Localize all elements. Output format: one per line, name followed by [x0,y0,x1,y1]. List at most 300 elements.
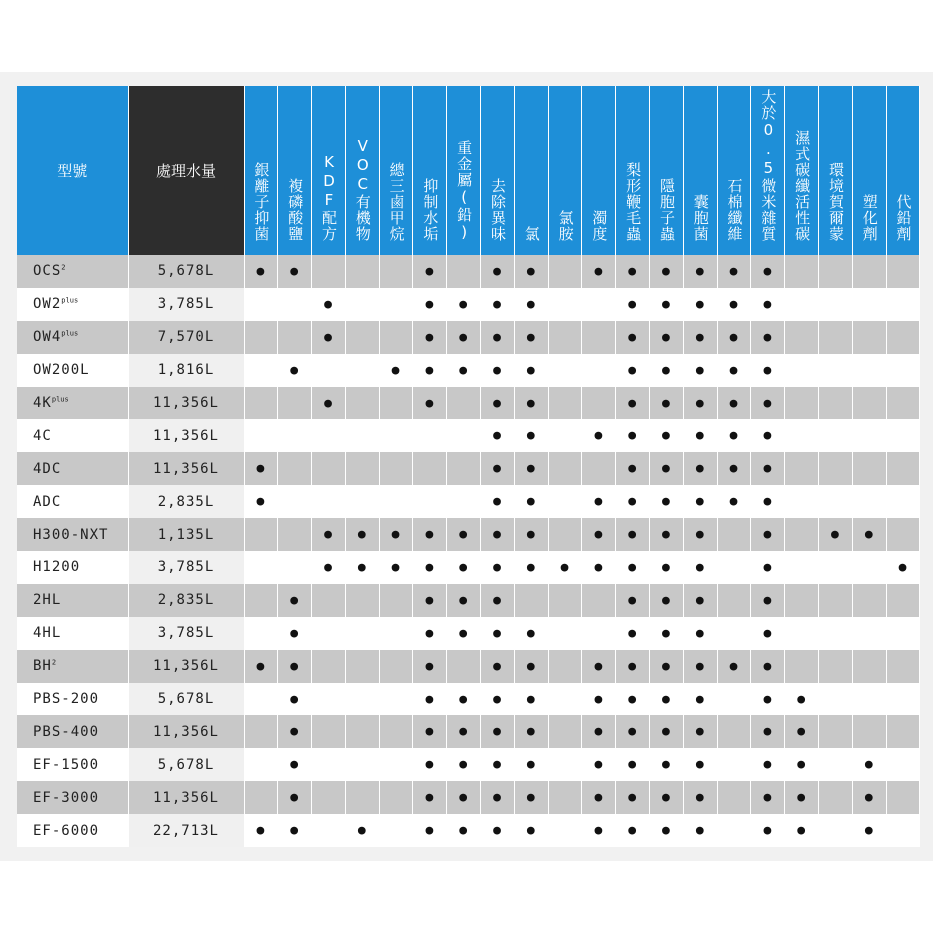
feature-cell [514,452,548,485]
feature-cell [616,485,650,518]
dot-icon: ● [290,823,300,839]
feature-cell [683,748,717,781]
dot-icon: ● [628,625,638,641]
dot-icon: ● [290,757,300,773]
capacity-cell: 11,356L [128,781,244,814]
feature-cell [751,387,785,420]
dot-icon: ● [493,757,502,773]
model-name: H300-NXT [33,526,109,543]
feature-cell [345,288,379,321]
dot-icon: ● [290,263,300,279]
feature-cell [447,518,481,551]
dot-icon: ● [526,461,536,477]
capacity-cell: 5,678L [128,255,244,288]
feature-cell [345,584,379,617]
feature-cell [819,715,853,748]
feature-cell [717,419,751,452]
table-row [17,387,920,420]
feature-cell [819,518,853,551]
feature-cell [751,452,785,485]
feature-cell [582,354,616,387]
dot-icon: ● [425,823,435,839]
feature-cell [345,814,379,847]
dot-icon: ● [526,494,536,510]
dot-icon: ● [324,527,333,543]
feature-cell [582,485,616,518]
capacity-cell: 11,356L [128,387,244,420]
header-row [17,86,920,255]
model-cell [17,419,128,452]
table-row [17,551,920,584]
feature-cell [312,683,346,716]
feature-cell [514,781,548,814]
dot-icon: ● [526,263,536,279]
dot-icon: ● [256,263,266,279]
feature-cell [413,387,447,420]
feature-cell [717,485,751,518]
feature-cell [379,715,413,748]
dot-icon: ● [425,329,435,345]
feature-cell [312,255,346,288]
feature-cell [345,419,379,452]
feature-cell [481,551,515,584]
feature-cell [244,551,278,584]
feature-cell [481,485,515,518]
dot-icon: ● [560,559,570,575]
capacity-cell: 11,356L [128,650,244,683]
dot-icon: ● [357,559,367,575]
capacity-cell: 5,678L [128,683,244,716]
model-cell [17,814,128,847]
feature-cell [751,288,785,321]
dot-icon: ● [864,790,874,806]
feature-cell [717,321,751,354]
dot-icon: ● [290,691,300,707]
dot-icon: ● [526,362,536,378]
model-cell [17,321,128,354]
feature-cell [683,781,717,814]
feature-cell [683,551,717,584]
feature-cell [886,354,920,387]
model-superscript: 2 [61,263,66,272]
feature-cell [345,650,379,683]
dot-icon: ● [797,691,807,707]
dot-icon: ● [290,625,300,641]
feature-cell [481,683,515,716]
dot-icon: ● [729,296,739,312]
model-superscript: 2 [51,658,57,667]
feature-cell [852,419,886,452]
feature-cell [548,354,582,387]
dot-icon: ● [459,362,469,378]
dot-icon: ● [493,395,502,411]
feature-cell [751,683,785,716]
feature-cell [278,551,312,584]
dot-icon: ● [695,625,705,641]
dot-icon: ● [425,724,435,740]
feature-label: 塑化劑 [860,194,879,242]
feature-cell [886,452,920,485]
feature-cell [785,419,819,452]
feature-cell [751,814,785,847]
feature-cell [819,584,853,617]
feature-cell [852,650,886,683]
feature-cell [244,715,278,748]
dot-icon: ● [290,724,300,740]
dot-icon: ● [662,658,671,674]
feature-cell [683,683,717,716]
feature-cell [481,748,515,781]
feature-cell [582,255,616,288]
feature-cell [312,748,346,781]
feature-cell [514,354,548,387]
dot-icon: ● [594,691,604,707]
table-row [17,617,920,650]
feature-cell [650,650,684,683]
feature-cell [886,617,920,650]
model-name: 2HL [33,592,62,609]
feature-cell [650,748,684,781]
dot-icon: ● [662,559,671,575]
feature-cell [278,650,312,683]
feature-cell [447,452,481,485]
dot-icon: ● [526,428,536,444]
feature-cell [717,748,751,781]
dot-icon: ● [290,790,300,806]
dot-icon: ● [662,790,671,806]
table-row [17,354,920,387]
feature-cell [785,715,819,748]
dot-icon: ● [628,428,638,444]
feature-cell [447,650,481,683]
dot-icon: ● [662,823,671,839]
feature-cell [345,387,379,420]
feature-cell [616,518,650,551]
model-name: OW200L [33,362,90,379]
dot-icon: ● [290,362,300,378]
feature-cell [582,387,616,420]
feature-cell [650,321,684,354]
feature-cell [852,814,886,847]
dot-icon: ● [628,724,638,740]
dot-icon: ● [425,362,435,378]
feature-cell [514,814,548,847]
feature-cell [413,584,447,617]
feature-cell [481,584,515,617]
feature-cell [447,551,481,584]
feature-cell [312,551,346,584]
feature-cell [345,354,379,387]
feature-cell [852,584,886,617]
feature-cell [312,321,346,354]
feature-cell [819,321,853,354]
dot-icon: ● [425,527,435,543]
feature-cell [852,321,886,354]
feature-cell [650,584,684,617]
feature-cell [886,288,920,321]
feature-cell [785,584,819,617]
feature-cell [278,354,312,387]
feature-cell [785,255,819,288]
column-header-feature [717,86,751,255]
model-name: H1200 [33,559,81,576]
feature-cell [650,387,684,420]
dot-icon: ● [695,592,705,608]
feature-cell [650,715,684,748]
feature-cell [345,255,379,288]
dot-icon: ● [256,823,266,839]
feature-label: 梨形鞭毛蟲 [624,162,643,242]
feature-cell [852,387,886,420]
feature-cell [650,551,684,584]
model-name: EF-3000 [33,789,100,806]
feature-cell [852,617,886,650]
column-header-feature [650,86,684,255]
feature-cell [886,485,920,518]
feature-cell [447,584,481,617]
feature-cell [413,485,447,518]
column-header-feature [244,86,278,255]
feature-cell [312,650,346,683]
dot-icon: ● [763,691,773,707]
feature-label: 濕式碳纖活性碳 [793,130,812,242]
dot-icon: ● [695,395,705,411]
feature-cell [379,288,413,321]
feature-cell [514,288,548,321]
feature-cell [514,419,548,452]
feature-cell [278,584,312,617]
feature-cell [852,551,886,584]
feature-cell [886,715,920,748]
feature-cell [751,781,785,814]
dot-icon: ● [662,592,671,608]
dot-icon: ● [459,559,469,575]
feature-cell [819,683,853,716]
feature-cell [852,683,886,716]
dot-icon: ● [797,790,807,806]
feature-cell [345,452,379,485]
dot-icon: ● [695,527,705,543]
dot-icon: ● [493,329,502,345]
dot-icon: ● [526,757,536,773]
dot-icon: ● [662,527,671,543]
feature-cell [650,518,684,551]
column-header-feature [548,86,582,255]
feature-cell [616,781,650,814]
dot-icon: ● [662,724,671,740]
feature-cell [413,748,447,781]
column-header-feature [819,86,853,255]
dot-icon: ● [628,823,638,839]
dot-icon: ● [695,724,705,740]
dot-icon: ● [695,823,705,839]
dot-icon: ● [763,362,773,378]
feature-cell [413,321,447,354]
dot-icon: ● [662,757,671,773]
feature-cell [548,518,582,551]
feature-cell [312,781,346,814]
feature-cell [413,617,447,650]
table-row [17,650,920,683]
feature-cell [751,551,785,584]
dot-icon: ● [864,757,874,773]
model-cell [17,584,128,617]
dot-icon: ● [493,559,502,575]
dot-icon: ● [357,527,367,543]
feature-cell [548,683,582,716]
dot-icon: ● [594,757,604,773]
dot-icon: ● [526,691,536,707]
feature-cell [345,781,379,814]
feature-cell [582,814,616,847]
dot-icon: ● [594,527,604,543]
feature-cell [683,255,717,288]
feature-cell [481,814,515,847]
feature-cell [278,255,312,288]
feature-cell [751,354,785,387]
table-row [17,452,920,485]
table-row [17,485,920,518]
feature-cell [514,617,548,650]
feature-cell [244,683,278,716]
feature-cell [481,452,515,485]
dot-icon: ● [324,296,333,312]
feature-cell [345,683,379,716]
dot-icon: ● [391,527,401,543]
dot-icon: ● [493,494,502,510]
dot-icon: ● [594,494,604,510]
feature-cell [683,814,717,847]
feature-cell [852,748,886,781]
feature-cell [514,255,548,288]
column-header-feature [345,86,379,255]
feature-cell [447,814,481,847]
column-header-feature [514,86,548,255]
dot-icon: ● [662,263,671,279]
feature-cell [616,715,650,748]
feature-cell [514,748,548,781]
dot-icon: ● [628,757,638,773]
feature-cell [616,551,650,584]
dot-icon: ● [729,263,739,279]
dot-icon: ● [425,559,435,575]
feature-cell [278,387,312,420]
dot-icon: ● [864,527,874,543]
feature-cell [345,551,379,584]
dot-icon: ● [662,428,671,444]
dot-icon: ● [729,658,739,674]
column-header-feature [616,86,650,255]
feature-cell [886,518,920,551]
dot-icon: ● [594,658,604,674]
table-row [17,321,920,354]
feature-cell [312,518,346,551]
capacity-cell: 11,356L [128,452,244,485]
feature-cell [683,584,717,617]
feature-cell [548,321,582,354]
dot-icon: ● [628,329,638,345]
feature-cell [244,288,278,321]
model-cell [17,354,128,387]
feature-cell [413,518,447,551]
feature-cell [481,321,515,354]
feature-cell [379,683,413,716]
dot-icon: ● [459,691,469,707]
dot-icon: ● [459,823,469,839]
dot-icon: ● [628,461,638,477]
dot-icon: ● [628,527,638,543]
dot-icon: ● [256,658,266,674]
feature-cell [886,781,920,814]
feature-cell [312,715,346,748]
feature-cell [751,255,785,288]
dot-icon: ● [695,691,705,707]
feature-cell [447,485,481,518]
dot-icon: ● [763,296,773,312]
model-name: BH [33,658,52,675]
feature-cell [650,288,684,321]
feature-cell [819,387,853,420]
dot-icon: ● [459,592,469,608]
feature-label: 氯胺 [556,210,575,242]
model-cell [17,518,128,551]
model-cell [17,748,128,781]
feature-cell [616,419,650,452]
feature-cell [650,781,684,814]
dot-icon: ● [459,296,469,312]
dot-icon: ● [695,559,705,575]
feature-cell [379,485,413,518]
dot-icon: ● [493,362,502,378]
dot-icon: ● [493,724,502,740]
dot-icon: ● [763,559,773,575]
feature-cell [413,551,447,584]
feature-cell [852,781,886,814]
feature-cell [683,419,717,452]
feature-cell [886,814,920,847]
feature-cell [717,354,751,387]
dot-icon: ● [729,362,739,378]
feature-cell [548,715,582,748]
feature-cell [447,715,481,748]
feature-cell [244,387,278,420]
feature-cell [819,551,853,584]
feature-cell [548,551,582,584]
dot-icon: ● [864,823,874,839]
feature-cell [819,814,853,847]
dot-icon: ● [797,724,807,740]
feature-cell [244,485,278,518]
feature-cell [819,781,853,814]
model-superscript: plus [51,395,69,404]
feature-cell [582,650,616,683]
feature-label: 銀離子抑菌 [252,162,271,242]
model-name: OW2 [33,296,62,313]
table-row [17,748,920,781]
feature-cell [447,255,481,288]
dot-icon: ● [425,691,435,707]
feature-cell [244,452,278,485]
dot-icon: ● [425,625,435,641]
feature-label: 隱胞子蟲 [657,178,676,242]
feature-cell [582,321,616,354]
feature-cell [548,617,582,650]
model-cell [17,781,128,814]
column-header-capacity: 處理水量 [128,86,244,255]
feature-cell [785,650,819,683]
feature-cell [785,518,819,551]
dot-icon: ● [459,790,469,806]
